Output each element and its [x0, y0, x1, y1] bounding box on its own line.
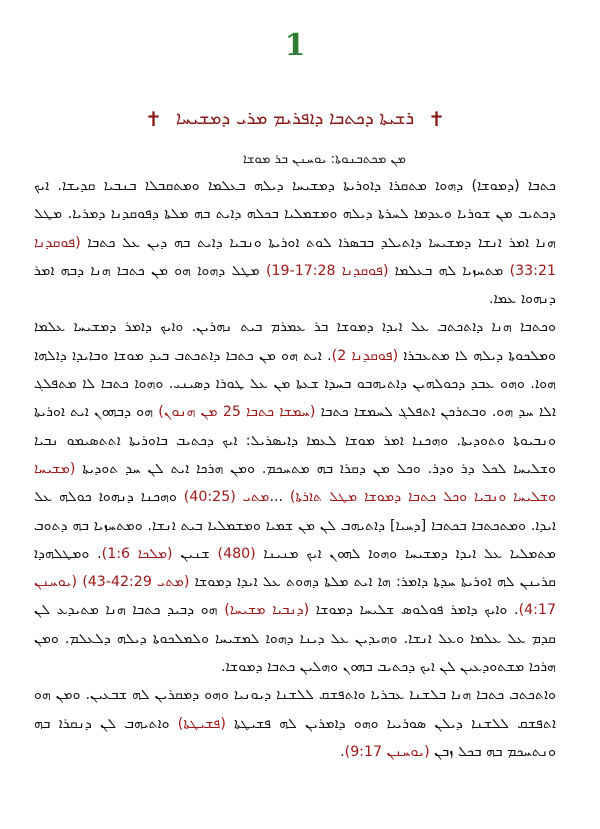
paragraph-text: ܡܬܚܙܝܐ ܠܗ ܒܥܠܡܐ [388, 262, 510, 279]
title-text: ܪܫܝܬܐ ܕܟܬܒܐ ܕܐܦܪܝܡ ܡܪܝ ܕܡܫܝܚܐ [175, 108, 415, 129]
paragraph-text: . [340, 743, 345, 760]
paragraph [34, 313, 556, 681]
scripture-reference: (ܦܘܩܕܢܐ 17:28-19) [265, 262, 389, 279]
paragraph [34, 681, 556, 766]
scripture-reference: (ܦܫܝܛܬܐ) [177, 715, 226, 732]
cross-icon: ✝ [145, 107, 162, 131]
scripture-reference: (ܦܘܩܕܢܐ 33:21) [34, 234, 556, 279]
paragraph-text: ܡܛܠ ܕܗܘܐ ܗܘ ܡܢ ܟܬܒܐ ܗܢܐ ܕܒܗ ܐܡܪ ܕܢܗܘܐ ܥܡܐ. [34, 262, 556, 308]
scripture-reference: (ܡܬܝ 42:29-43) [82, 574, 190, 591]
scripture-reference: (ܚܡܫܐ ܟܬܒܐ 25 ܡܢ ܗܢܘܢ) [158, 404, 316, 421]
paragraph-text: ܟܬܒܐ (ܕܡܘܫܐ) ܕܗܘܐ ܡܬܩܪܐ ܕܐܘܪܝܬܐ ܕܡܫܝܚܐ ܕܝܠܗ ܒܥܠܡܐ ܘܡܬܩܒܠܐ ܒܢܒܝܐ ܩܕܝܫܐ. ܐܝܟ ܕܟܬܝܒ ܡܢ ܫܘܪܝܐ ܘܥܕܡܐ ܠܚܪܬܐ ܕܝܠܗ ܘܡܫܡܠܝܐ ܒܟܠܗ ܕܐܝܬ ܒܗ ܡܠܬܐ ܕܦܘܩܕܢܐ ܕܡܪܝܐ. ܡܛܠ ܗܢܐ ܐܡܪ ܐܢܫܐ ܕܡܫܝܚܐ ܕܐܬܝܠܕ ܒܒܣܪܐ ܠܘܬ ܐܘܪܝܬܐ ܘܢܒܝܐ ܕܐܝܬ ܒܗ ܕܝܢ ܥܠ ܟܬܒܐ [34, 178, 556, 251]
paragraph-text: . ܐܝܬ ܗܘ ܡܢ ܟܬܒܐ ܕܐܬܟܬܒ ܒܝܕ ܡܘܫܐ ܘܒܐܝܕܐ ܕܐܠܗܐ ܗܘܐ. ܘܗܘ ܥܒܕ ܕܟܘܠܗܝܢ ܕܐܬܝܗܒܘ ܒܚܕܐ ܫܥܬܐ ܡܢ ܥܠ ܛܘܪܐ ܕܣܝܢܝ. ܘܗܘܐ ܟܬܒܐ ܠܐ ܡܬܦܠܓ ܐܠܐ ܚܕ ܗܘ. ܘܒܬܪܟܢ ܐܬܦܠܓ ܠܚܡܫܐ ܟܬܒܐ [34, 347, 556, 421]
scripture-reference: (ܡܫܝܚܐ ܘܫܠܝܚܐ ܘܢܒܝܐ ܘܟܠ ܟܬܒܐ ܕܡܘܫܐ ܡܛܠ ܬܐܪܬܐ) [34, 460, 556, 506]
paragraph-text: . ܘܐܝܟ ܕܐܡܪ ܦܘܠܘܣ ܫܠܝܚܐ ܕܡܘܫܐ [309, 602, 519, 619]
body-text [34, 172, 556, 766]
paragraph-text: ܗܘ ܕܒܗܘܢ ܐܝܬ ܐܘܪܝܬܐ ܘܢܒܝܘܬܐ ܘܬܘܕܝܬܐ. ܘܗܟܢܐ ܐܡܪ ܡܘܫܐ ܠܥܡܐ ܕܐܝܣܪܝܠ: ܐܝܟ ܕܟܬܝܒ ܒܐܘܪܝܬܐ ܐܬܬܣܝܡܘ ܢܒܝܐ ܘܫܠܝܚܐ ܠܟܠ ܕܪ ܘܕܪ. ܘܟܠ ܡܢ ܕܩܪܐ ܒܗ ܡܬܚܟܡ. ܘܡܢ ܗܪܟܐ ܐܝܬ ܠܢ ܚܕ ܬܘܕܝܬܐ [34, 404, 556, 477]
paragraph-text: ܘܐܬܟܬܒ ܟܬܒܐ ܗܢܐ ܒܠܫܢܐ ܥܒܪܝܐ ܘܐܬܦܫܩ ܠܠܫܢܐ ܕܝܘܢܝܐ ܘܗܘ ܕܡܩܪܝܢ ܠܗ ܫܒܥܝܢ. ܘܡܢ ܗܘ ܐܬܦܫܩ ܠܠܫܢܐ ܕܝܠܢ ܣܘܪܝܝܐ ܘܗܘ ܕܐܡܪܝܢ ܠܗ ܦܫܝܛܬܐ [34, 687, 556, 732]
paragraph-text: . ܘܡܛܠܗܕܐ ܩܪܝܢܢ ܠܗ ܐܘܪܝܬܐ ܚܕܬܐ ܕܐܡܪ: ܗܐ ܐܝܬ ܡܠܬܐ ܕܗܘܬ ܥܠ ܐܝܕܐ ܕܡܘܫܐ [34, 545, 556, 591]
scripture-reference: (ܕܢܒܝܐ ܡܫܝܚܐ) [224, 602, 310, 619]
paragraph-text: ܘܐܬܝܗܒ ܠܢ ܕܢܩܪܐ ܒܗ ܘܢܬܚܟܡ ܒܗ ܒܟܠ ܙܒܢ [34, 715, 556, 760]
paragraph-text: ܫܢܝܢ [172, 545, 218, 562]
scripture-reference: (480) [217, 545, 256, 562]
paragraph-text: ... [269, 489, 290, 506]
paragraph-text: ܘܗܟܢܐ ܕܢܗܘܐ ܟܘܠܗ ܥܠ ܐܝܕܐ. ܘܡܬܟܬܒܐ ܒܟܬܒܐ [ܕܚܝܐ] ܕܐܬܝܗܒ ܠܢ ܡܢ ܫܡܝܐ ܘܡܫܡܠܝܐ ܒܝܬ ܐܢܫܐ. ܘܡܬܚܙܝܐ ܒܗ ܕܬܘܒ ܡܬܡܠܝܐ ܥܠ ܐܝܕܐ ܕܡܫܝܚܐ ܘܗܘܐ ܠܗܘܢ ܐܝܟ ܡܢܝܢܐ [34, 489, 557, 562]
page-number: 1 [284, 28, 306, 63]
scripture-reference: (ܝܘܚܢܢ 9:17) [344, 743, 430, 760]
cross-icon: ✝ [428, 107, 445, 131]
scripture-reference: (ܝܘܚܢܢ 4:17) [34, 574, 556, 619]
paragraph-text: ܘܟܬܒܐ ܗܢܐ ܕܐܬܟܬܒ ܥܠ ܐܝܕܐ ܕܡܘܫܐ ܒܪ ܥܡܪܡ ܒܝܬ ܢܗܪܝܢ. ܘܐܝܟ ܕܐܡܪ ܕܡܫܝܚܐ ܥܠܡܐ ܘܡܠܟܘܬܐ ܕܝܠܗ ܠܐ ܡܬܥܒܪܐ [34, 319, 557, 364]
paragraph-text: ܗܘ ܕܒܝܕ ܟܬܒܐ ܗܢܐ ܡܬܝܕܥ ܠܢ ܩܕܡ ܥܠ ܥܠܡܐ ܘܥܠ ܐܢܫܐ. ܘܗܝܕܝܢ ܥܠ ܕܝܢܐ ܕܗܘܐ ܠܡܫܝܚܐ ܘܠܡܠܟܘܬܐ ܕܝܠܗ ܕܠܥܠܡ. ܘܡܢ ܗܪܟܐ ܡܫܬܘܕܥܝܢ ܠܢ ܐܝܟ ܕܟܬܝܒ ܒܗܘܢ ܘܗܠܝܢ ܟܬܒܐ ܕܡܘܫܐ. [34, 602, 556, 676]
scripture-reference: (ܦܘܩܕܢܐ 2) [331, 347, 399, 364]
paragraph [34, 172, 556, 313]
scripture-reference: (ܡܠܟܐ 1:6) [101, 545, 173, 562]
author-line: ܡܢ ܡܟܬܒܢܘܬܐ: ܝܘܚܢܢ ܒܪ ܡܘܫܐ [242, 152, 406, 167]
scripture-reference: ܡܬܝ (40:25) [183, 489, 270, 506]
document-title [34, 108, 556, 130]
